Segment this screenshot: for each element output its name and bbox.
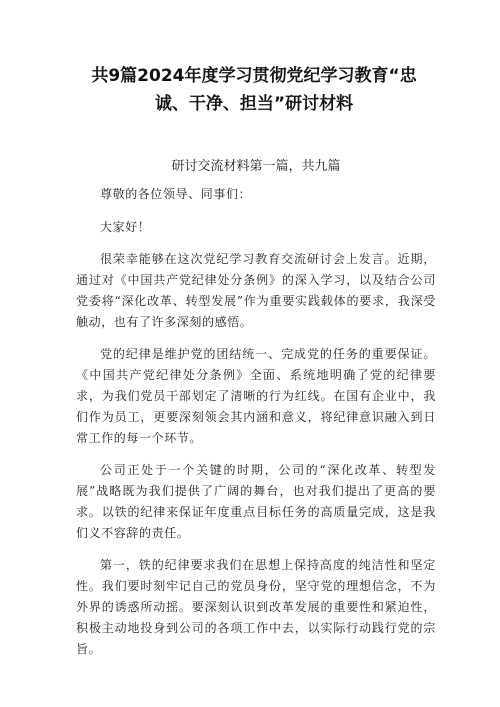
document-title: 共9篇2024年度学习贯彻党纪学习教育“忠诚、干净、担当”研讨材料 bbox=[91, 66, 417, 114]
body-paragraph: 公司正处于一个关键的时期，公司的“深化改革、转型发展”战略既为我们提供了广阔的舞台，也对我们提出了更高的要求。以铁的纪律来保证年度重点目标任务的高质量完成，这是我们义不容辞的责任。 bbox=[76, 463, 436, 540]
greeting: 大家好！ bbox=[100, 220, 151, 234]
body-paragraph: 党的纪律是维护党的团结统一、完成党的任务的重要保证。《中国共产党纪律处分条例》全面、系统地明确了党的纪律要求，为我们党员干部划定了清晰的行为红线。在国有企业中，我们作为员工，更要深刻领会其内涵和意义，将纪律意识融入到日常工作的每一个环节。 bbox=[76, 347, 436, 445]
body-paragraph: 第一，铁的纪律要求我们在思想上保持高度的纯洁性和坚定性。我们要时刻牢记自己的党员身份，坚守党的理想信念，不为外界的诱惑所动摇。要深刻认识到改革发展的重要性和紧迫性，积极主动地投身到公司的各项工作中去，以实际行动践行党的宗旨。 bbox=[76, 558, 436, 656]
body-paragraph: 很荣幸能够在这次党纪学习教育交流研讨会上发言。近期，通过对《中国共产党纪律处分条例》的深入学习，以及结合公司党委将“深化改革、转型发展”作为重要实践载体的要求，我深受触动，也有了许多深刻的感悟。 bbox=[76, 252, 436, 329]
document-subtitle: 研讨交流材料第一篇，共九篇 bbox=[171, 159, 341, 174]
salutation: 尊敬的各位领导、同事们： bbox=[100, 187, 252, 201]
